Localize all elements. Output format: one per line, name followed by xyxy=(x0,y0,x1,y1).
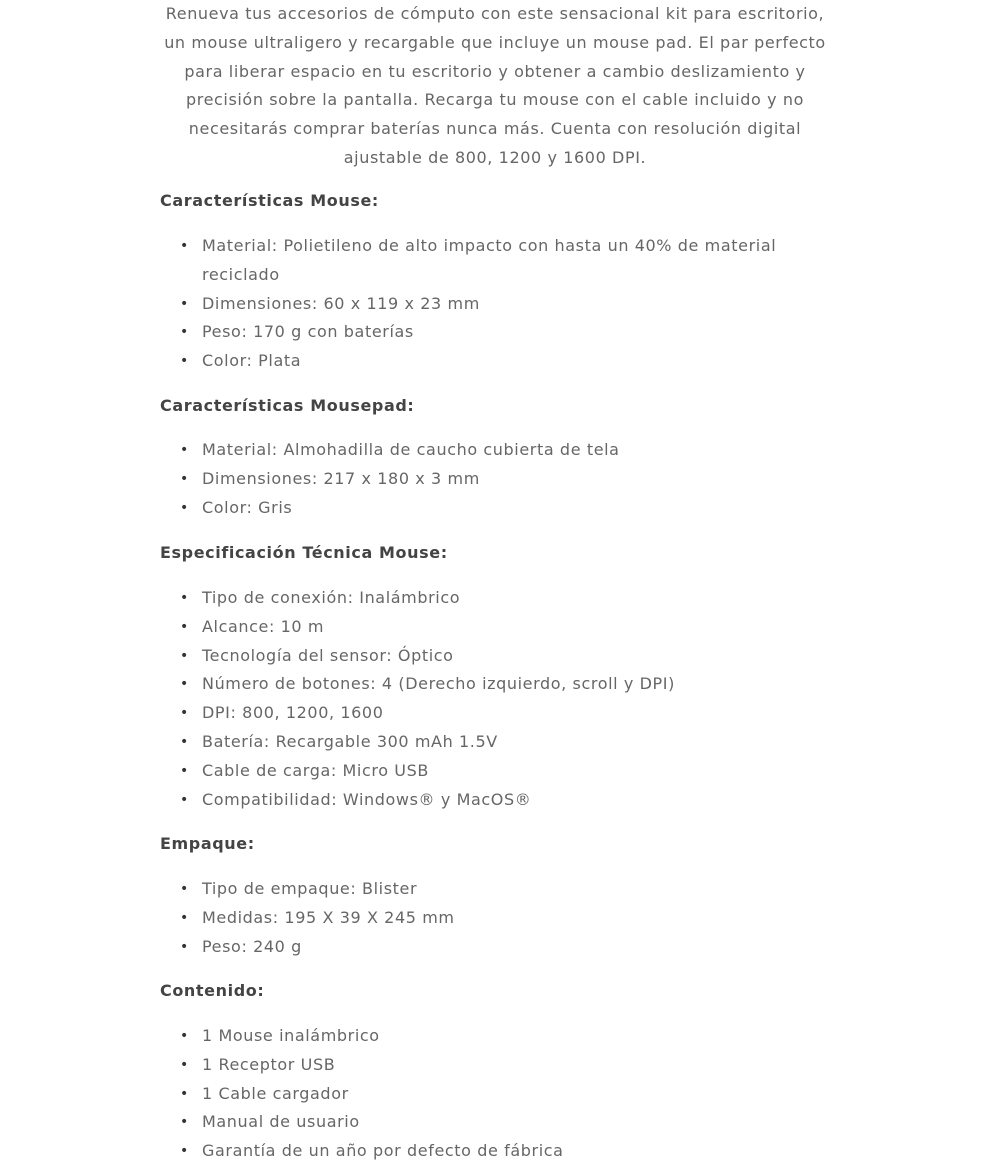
list-item: • Material: Polietileno de alto impacto con hasta un 40% de material reciclado xyxy=(180,232,800,290)
bullet-icon: • xyxy=(180,881,189,897)
list-item: • Peso: 170 g con baterías xyxy=(180,318,800,347)
bullet-icon: • xyxy=(180,295,189,312)
section-heading-mouse-features: Características Mouse: xyxy=(160,191,379,210)
list-item: • Batería: Recargable 300 mAh 1.5V xyxy=(180,728,800,757)
bullet-icon: • xyxy=(180,647,189,664)
list-item: • Color: Gris xyxy=(180,494,800,523)
bullet-icon: • xyxy=(180,442,189,458)
list-item: • Dimensiones: 217 x 180 x 3 mm xyxy=(180,465,800,494)
list-item: • DPI: 800, 1200, 1600 xyxy=(180,699,800,728)
bullet-icon: • xyxy=(180,791,189,808)
list-item: • Medidas: 195 X 39 X 245 mm xyxy=(180,904,800,933)
bullet-icon: • xyxy=(180,353,189,370)
list-item: • Tipo de empaque: Blister xyxy=(180,875,800,904)
list-item: • Compatibilidad: Windows® y MacOS® xyxy=(180,786,800,815)
technical-specs-list xyxy=(180,584,800,814)
list-item: • Garantía de un año por defecto de fábrica xyxy=(180,1137,800,1166)
list-item: • Tecnología del sensor: Óptico xyxy=(180,642,800,671)
contents-list xyxy=(180,1022,800,1166)
packaging-list xyxy=(180,875,800,961)
list-item: • Cable de carga: Micro USB xyxy=(180,757,800,786)
bullet-icon: • xyxy=(180,1143,189,1160)
mousepad-features-list xyxy=(180,436,800,522)
bullet-icon: • xyxy=(180,733,189,750)
bullet-icon: • xyxy=(180,1114,189,1131)
list-item: • Material: Almohadilla de caucho cubierta de tela xyxy=(180,436,800,465)
bullet-icon: • xyxy=(180,1085,189,1102)
section-heading-packaging: Empaque: xyxy=(160,834,255,853)
bullet-icon: • xyxy=(180,324,189,341)
bullet-icon: • xyxy=(180,470,189,487)
mouse-features-list xyxy=(180,232,800,376)
intro-paragraph: Renueva tus accesorios de cómputo con este sensacional kit para escritorio, un mouse ultraligero y recargable que incluye un mouse pad. El par perfecto para liberar espacio en tu escritorio y obtener a cambio deslizamiento y precisión sobre la pantalla. Recarga tu mouse con el cable incluido y no necesitarás comprar baterías nunca más. Cuenta con resolución digital ajustable de 800, 1200 y 1600 DPI. xyxy=(164,4,826,167)
section-heading-mousepad-features: Características Mousepad: xyxy=(160,396,415,415)
list-item: • Dimensiones: 60 x 119 x 23 mm xyxy=(180,290,800,319)
list-item: • 1 Cable cargador xyxy=(180,1080,800,1109)
list-item: • Tipo de conexión: Inalámbrico xyxy=(180,584,800,613)
bullet-icon: • xyxy=(180,499,189,516)
list-item: • Manual de usuario xyxy=(180,1108,800,1137)
bullet-icon: • xyxy=(180,1056,189,1073)
bullet-icon: • xyxy=(180,590,189,606)
list-item: • Peso: 240 g xyxy=(180,933,800,962)
bullet-icon: • xyxy=(180,705,189,722)
bullet-icon: • xyxy=(180,676,189,693)
bullet-icon: • xyxy=(180,762,189,779)
list-item: • Número de botones: 4 (Derecho izquierdo, scroll y DPI) xyxy=(180,670,800,699)
bullet-icon: • xyxy=(180,909,189,926)
bullet-icon: • xyxy=(180,1028,189,1044)
bullet-icon: • xyxy=(180,938,189,955)
list-item: • 1 Mouse inalámbrico xyxy=(180,1022,800,1051)
list-item: • Alcance: 10 m xyxy=(180,613,800,642)
list-item: • Color: Plata xyxy=(180,347,800,376)
list-item: • 1 Receptor USB xyxy=(180,1051,800,1080)
section-heading-technical-specs: Especificación Técnica Mouse: xyxy=(160,543,448,562)
bullet-icon: • xyxy=(180,238,189,254)
section-heading-contents: Contenido: xyxy=(160,981,265,1000)
bullet-icon: • xyxy=(180,618,189,635)
